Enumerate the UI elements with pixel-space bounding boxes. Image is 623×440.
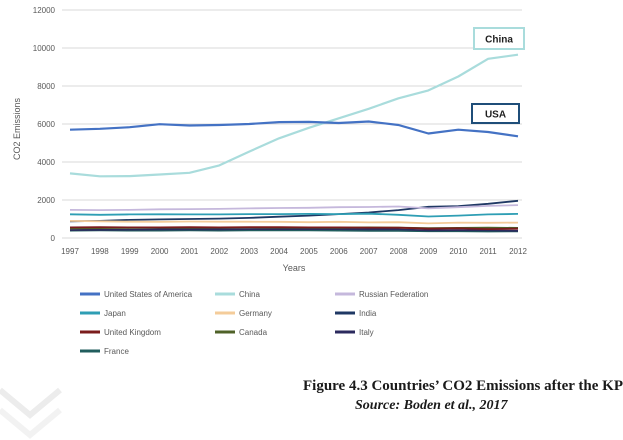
- x-axis-title: Years: [282, 263, 306, 273]
- x-tick-label: 2004: [270, 247, 288, 256]
- x-tick-label: 2000: [150, 247, 169, 256]
- gridlines: [62, 10, 522, 238]
- y-tick-label: 10000: [32, 44, 55, 53]
- legend-label: Italy: [359, 328, 374, 337]
- figure-caption-source: Source: Boden et al., 2017: [355, 398, 508, 413]
- y-tick-label: 8000: [37, 82, 55, 91]
- x-tick-label: 2003: [240, 247, 259, 256]
- x-tick-label: 2005: [300, 247, 318, 256]
- x-tick-label: 1999: [120, 247, 139, 256]
- legend-label: France: [104, 347, 129, 356]
- callout-label: USA: [484, 109, 507, 121]
- y-axis-title: CO2 Emissions: [12, 97, 22, 161]
- y-axis-ticks: [33, 6, 56, 243]
- x-tick-label: 2007: [359, 247, 378, 256]
- legend-label: Japan: [104, 309, 126, 318]
- series-line: [70, 55, 518, 177]
- series-line: [70, 201, 518, 222]
- x-axis-ticks: [61, 247, 527, 256]
- series-lines: [70, 55, 518, 232]
- legend-label: Canada: [239, 328, 268, 337]
- legend-label: Germany: [239, 309, 272, 318]
- legend-label: United States of America: [104, 290, 193, 299]
- y-tick-label: 4000: [37, 158, 55, 167]
- x-tick-label: 2012: [509, 247, 527, 256]
- x-tick-label: 1997: [61, 247, 79, 256]
- figure-caption-title: Figure 4.3 Countries’ CO2 Emissions after the KP: [303, 378, 623, 394]
- watermark-chevron-icon: [0, 380, 110, 440]
- x-tick-label: 2009: [419, 247, 438, 256]
- legend-label: United Kingdom: [104, 328, 161, 337]
- x-tick-label: 2010: [449, 247, 468, 256]
- x-tick-label: 2006: [329, 247, 348, 256]
- x-tick-label: 1998: [90, 247, 109, 256]
- x-tick-label: 2011: [479, 247, 497, 256]
- x-tick-label: 2008: [389, 247, 408, 256]
- x-tick-label: 2001: [180, 247, 199, 256]
- y-tick-label: 2000: [37, 196, 55, 205]
- series-line: [70, 221, 518, 224]
- callout-label: China: [485, 34, 513, 46]
- legend-label: China: [239, 290, 260, 299]
- y-tick-label: 0: [50, 234, 55, 243]
- y-tick-label: 12000: [32, 6, 55, 15]
- legend-label: India: [359, 309, 377, 318]
- legend: [80, 290, 428, 356]
- legend-label: Russian Federation: [359, 290, 429, 299]
- callouts: [472, 28, 524, 123]
- y-tick-label: 6000: [37, 120, 55, 129]
- x-tick-label: 2002: [210, 247, 229, 256]
